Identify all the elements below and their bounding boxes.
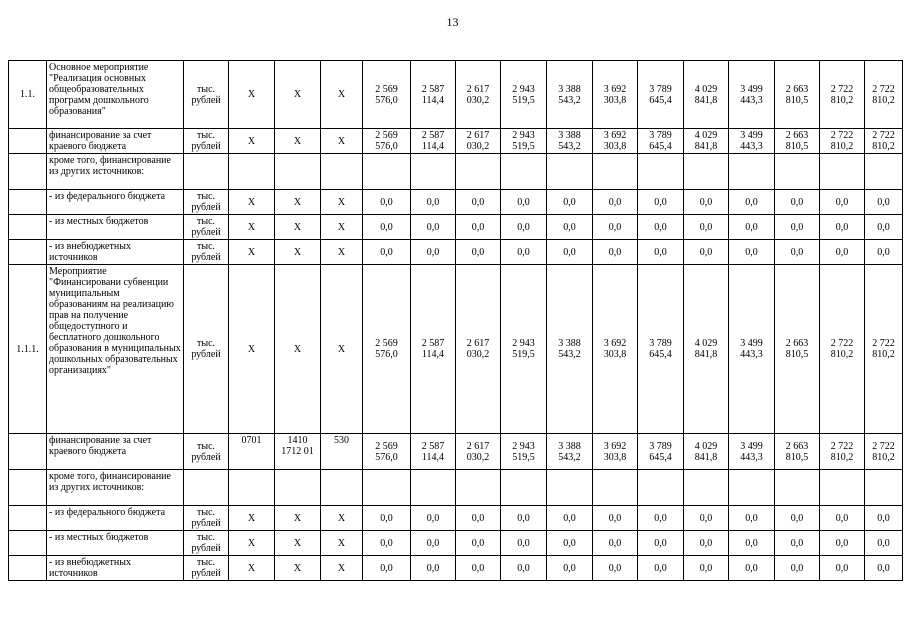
code-type: Х bbox=[321, 190, 363, 215]
value-cell: 0,0 bbox=[411, 240, 456, 265]
unit-cell: тыс. рублей bbox=[184, 190, 229, 215]
row-name: - из внебюджетных источников bbox=[47, 240, 184, 265]
code-type: Х bbox=[321, 556, 363, 581]
value-cell: 0,0 bbox=[411, 531, 456, 556]
unit-cell: тыс. рублей bbox=[184, 531, 229, 556]
value-cell: 0,0 bbox=[456, 531, 501, 556]
code-section: Х bbox=[229, 215, 275, 240]
value-cell: 0,0 bbox=[456, 215, 501, 240]
row-number bbox=[9, 215, 47, 240]
value-cell: 0,0 bbox=[363, 506, 411, 531]
value-cell: 2 663 810,5 bbox=[775, 61, 820, 129]
code-target: 1410 1712 01 bbox=[275, 434, 321, 470]
value-cell bbox=[456, 154, 501, 190]
value-cell bbox=[411, 470, 456, 506]
value-cell: 0,0 bbox=[729, 215, 775, 240]
unit-cell: тыс. рублей bbox=[184, 434, 229, 470]
value-cell: 2 722 810,2 bbox=[865, 61, 903, 129]
value-cell: 0,0 bbox=[729, 506, 775, 531]
value-cell: 0,0 bbox=[547, 531, 593, 556]
value-cell: 0,0 bbox=[729, 190, 775, 215]
value-cell: 0,0 bbox=[456, 506, 501, 531]
code-type: Х bbox=[321, 240, 363, 265]
row-federal-budget bbox=[9, 190, 903, 215]
value-cell: 0,0 bbox=[547, 556, 593, 581]
code-target bbox=[275, 470, 321, 506]
code-section: Х bbox=[229, 190, 275, 215]
value-cell: 3 789 645,4 bbox=[638, 434, 684, 470]
code-target: Х bbox=[275, 61, 321, 129]
value-cell: 2 587 114,4 bbox=[411, 61, 456, 129]
row-number: 1.1. bbox=[9, 61, 47, 129]
unit-cell: тыс. рублей bbox=[184, 265, 229, 434]
value-cell bbox=[411, 154, 456, 190]
code-section: Х bbox=[229, 556, 275, 581]
row-extrabudgetary-2 bbox=[9, 556, 903, 581]
row-federal-budget-2 bbox=[9, 506, 903, 531]
value-cell: 2 943 519,5 bbox=[501, 434, 547, 470]
code-target: Х bbox=[275, 129, 321, 154]
value-cell bbox=[865, 154, 903, 190]
row-number bbox=[9, 556, 47, 581]
value-cell: 2 617 030,2 bbox=[456, 129, 501, 154]
value-cell: 3 388 543,2 bbox=[547, 265, 593, 434]
value-cell bbox=[456, 470, 501, 506]
value-cell: 0,0 bbox=[456, 556, 501, 581]
value-cell: 3 692 303,8 bbox=[593, 265, 638, 434]
value-cell: 0,0 bbox=[411, 556, 456, 581]
value-cell: 2 617 030,2 bbox=[456, 434, 501, 470]
row-number bbox=[9, 154, 47, 190]
value-cell bbox=[775, 470, 820, 506]
value-cell bbox=[501, 154, 547, 190]
value-cell: 0,0 bbox=[411, 215, 456, 240]
row-name: кроме того, финансирование из других источников: bbox=[47, 154, 184, 190]
code-type: Х bbox=[321, 215, 363, 240]
code-type: Х bbox=[321, 129, 363, 154]
row-name: - из федерального бюджета bbox=[47, 506, 184, 531]
value-cell: 0,0 bbox=[593, 190, 638, 215]
value-cell: 0,0 bbox=[638, 215, 684, 240]
value-cell: 2 722 810,2 bbox=[865, 265, 903, 434]
code-section: Х bbox=[229, 129, 275, 154]
code-section: Х bbox=[229, 506, 275, 531]
code-section: Х bbox=[229, 265, 275, 434]
table-body bbox=[9, 61, 903, 581]
code-type bbox=[321, 470, 363, 506]
value-cell: 2 617 030,2 bbox=[456, 61, 501, 129]
value-cell: 0,0 bbox=[865, 556, 903, 581]
value-cell bbox=[363, 470, 411, 506]
value-cell: 0,0 bbox=[593, 240, 638, 265]
value-cell: 0,0 bbox=[547, 215, 593, 240]
row-other-sources bbox=[9, 154, 903, 190]
value-cell: 0,0 bbox=[363, 531, 411, 556]
code-target: Х bbox=[275, 506, 321, 531]
value-cell: 0,0 bbox=[501, 240, 547, 265]
value-cell: 0,0 bbox=[411, 190, 456, 215]
value-cell: 0,0 bbox=[638, 190, 684, 215]
value-cell: 0,0 bbox=[638, 556, 684, 581]
row-local-budgets-2 bbox=[9, 531, 903, 556]
value-cell: 0,0 bbox=[684, 506, 729, 531]
value-cell: 0,0 bbox=[411, 506, 456, 531]
code-type: Х bbox=[321, 531, 363, 556]
value-cell: 2 569 576,0 bbox=[363, 61, 411, 129]
value-cell: 0,0 bbox=[501, 556, 547, 581]
value-cell: 0,0 bbox=[363, 556, 411, 581]
code-target: Х bbox=[275, 556, 321, 581]
value-cell: 0,0 bbox=[865, 240, 903, 265]
row-activity-subvention bbox=[9, 265, 903, 434]
code-target: Х bbox=[275, 190, 321, 215]
budget-table bbox=[8, 60, 903, 581]
value-cell bbox=[638, 154, 684, 190]
value-cell bbox=[684, 470, 729, 506]
value-cell: 0,0 bbox=[363, 190, 411, 215]
value-cell: 4 029 841,8 bbox=[684, 61, 729, 129]
value-cell: 4 029 841,8 bbox=[684, 265, 729, 434]
code-type: Х bbox=[321, 506, 363, 531]
value-cell bbox=[684, 154, 729, 190]
row-name: - из местных бюджетов bbox=[47, 531, 184, 556]
value-cell: 0,0 bbox=[820, 215, 865, 240]
code-section bbox=[229, 154, 275, 190]
value-cell: 0,0 bbox=[638, 240, 684, 265]
value-cell: 0,0 bbox=[593, 531, 638, 556]
value-cell: 2 617 030,2 bbox=[456, 265, 501, 434]
value-cell: 2 943 519,5 bbox=[501, 129, 547, 154]
value-cell: 2 569 576,0 bbox=[363, 129, 411, 154]
value-cell bbox=[593, 470, 638, 506]
value-cell: 0,0 bbox=[501, 190, 547, 215]
code-section: Х bbox=[229, 240, 275, 265]
unit-cell: тыс. рублей bbox=[184, 240, 229, 265]
value-cell: 2 569 576,0 bbox=[363, 434, 411, 470]
value-cell: 0,0 bbox=[501, 215, 547, 240]
row-name: Мероприятие "Финансировани субвенции муниципальным образованиям на реализацию прав на получение общедоступного и бесплатного дошкольного образования в муниципальных дошкольных образовательных организациях" bbox=[47, 265, 184, 434]
row-number bbox=[9, 240, 47, 265]
page-number: 13 bbox=[446, 15, 459, 29]
value-cell: 0,0 bbox=[501, 531, 547, 556]
value-cell: 0,0 bbox=[775, 506, 820, 531]
value-cell: 2 663 810,5 bbox=[775, 129, 820, 154]
value-cell: 0,0 bbox=[684, 531, 729, 556]
code-target: Х bbox=[275, 240, 321, 265]
code-type bbox=[321, 154, 363, 190]
value-cell: 0,0 bbox=[775, 240, 820, 265]
row-local-budgets bbox=[9, 215, 903, 240]
value-cell bbox=[501, 470, 547, 506]
value-cell: 3 499 443,3 bbox=[729, 129, 775, 154]
code-type: Х bbox=[321, 61, 363, 129]
row-number bbox=[9, 506, 47, 531]
value-cell: 0,0 bbox=[684, 240, 729, 265]
row-number bbox=[9, 470, 47, 506]
value-cell: 0,0 bbox=[865, 531, 903, 556]
value-cell: 3 388 543,2 bbox=[547, 434, 593, 470]
value-cell: 0,0 bbox=[684, 556, 729, 581]
value-cell: 2 722 810,2 bbox=[820, 265, 865, 434]
row-name: финансирование за счет краевого бюджета bbox=[47, 434, 184, 470]
value-cell bbox=[820, 154, 865, 190]
code-target: Х bbox=[275, 215, 321, 240]
value-cell bbox=[865, 470, 903, 506]
row-name: кроме того, финансирование из других источников: bbox=[47, 470, 184, 506]
value-cell: 0,0 bbox=[729, 556, 775, 581]
value-cell: 0,0 bbox=[684, 215, 729, 240]
unit-cell bbox=[184, 470, 229, 506]
value-cell: 3 789 645,4 bbox=[638, 265, 684, 434]
row-number bbox=[9, 434, 47, 470]
value-cell: 0,0 bbox=[820, 531, 865, 556]
value-cell: 3 692 303,8 bbox=[593, 434, 638, 470]
unit-cell: тыс. рублей bbox=[184, 61, 229, 129]
code-section: Х bbox=[229, 531, 275, 556]
value-cell: 2 569 576,0 bbox=[363, 265, 411, 434]
code-target bbox=[275, 154, 321, 190]
code-section bbox=[229, 470, 275, 506]
value-cell: 0,0 bbox=[820, 506, 865, 531]
code-target: Х bbox=[275, 265, 321, 434]
value-cell: 2 722 810,2 bbox=[865, 129, 903, 154]
code-section: Х bbox=[229, 61, 275, 129]
row-name: - из федерального бюджета bbox=[47, 190, 184, 215]
value-cell: 3 692 303,8 bbox=[593, 129, 638, 154]
unit-cell bbox=[184, 154, 229, 190]
row-main-activity bbox=[9, 61, 903, 129]
value-cell bbox=[820, 470, 865, 506]
value-cell: 2 722 810,2 bbox=[820, 434, 865, 470]
value-cell: 3 388 543,2 bbox=[547, 129, 593, 154]
row-other-sources-2 bbox=[9, 470, 903, 506]
value-cell: 0,0 bbox=[775, 215, 820, 240]
value-cell: 0,0 bbox=[363, 240, 411, 265]
row-extrabudgetary bbox=[9, 240, 903, 265]
row-name: финансирование за счет краевого бюджета bbox=[47, 129, 184, 154]
row-name: Основное мероприятие "Реализация основных общеобразовательных программ дошкольного образования" bbox=[47, 61, 184, 129]
code-type: 530 bbox=[321, 434, 363, 470]
value-cell: 0,0 bbox=[456, 240, 501, 265]
value-cell: 2 663 810,5 bbox=[775, 265, 820, 434]
value-cell: 3 692 303,8 bbox=[593, 61, 638, 129]
value-cell bbox=[775, 154, 820, 190]
row-number: 1.1.1. bbox=[9, 265, 47, 434]
value-cell: 0,0 bbox=[593, 215, 638, 240]
unit-cell: тыс. рублей bbox=[184, 556, 229, 581]
value-cell bbox=[363, 154, 411, 190]
code-target: Х bbox=[275, 531, 321, 556]
value-cell bbox=[547, 154, 593, 190]
value-cell: 0,0 bbox=[865, 190, 903, 215]
row-regional-budget bbox=[9, 129, 903, 154]
value-cell: 0,0 bbox=[775, 190, 820, 215]
value-cell: 0,0 bbox=[775, 531, 820, 556]
value-cell: 0,0 bbox=[456, 190, 501, 215]
value-cell: 2 722 810,2 bbox=[820, 129, 865, 154]
value-cell: 2 587 114,4 bbox=[411, 434, 456, 470]
unit-cell: тыс. рублей bbox=[184, 129, 229, 154]
value-cell: 0,0 bbox=[865, 215, 903, 240]
value-cell: 0,0 bbox=[638, 506, 684, 531]
value-cell: 0,0 bbox=[547, 190, 593, 215]
value-cell bbox=[547, 470, 593, 506]
value-cell: 0,0 bbox=[547, 506, 593, 531]
value-cell: 0,0 bbox=[593, 506, 638, 531]
value-cell bbox=[729, 154, 775, 190]
row-regional-budget-2 bbox=[9, 434, 903, 470]
value-cell: 3 789 645,4 bbox=[638, 129, 684, 154]
value-cell: 0,0 bbox=[363, 215, 411, 240]
value-cell: 0,0 bbox=[775, 556, 820, 581]
value-cell: 3 499 443,3 bbox=[729, 61, 775, 129]
value-cell: 0,0 bbox=[729, 531, 775, 556]
unit-cell: тыс. рублей bbox=[184, 506, 229, 531]
value-cell: 2 943 519,5 bbox=[501, 265, 547, 434]
row-name: - из местных бюджетов bbox=[47, 215, 184, 240]
row-number bbox=[9, 129, 47, 154]
value-cell: 2 587 114,4 bbox=[411, 129, 456, 154]
value-cell bbox=[638, 470, 684, 506]
value-cell bbox=[729, 470, 775, 506]
value-cell: 2 722 810,2 bbox=[865, 434, 903, 470]
value-cell: 4 029 841,8 bbox=[684, 129, 729, 154]
row-name: - из внебюджетных источников bbox=[47, 556, 184, 581]
value-cell: 0,0 bbox=[865, 506, 903, 531]
value-cell: 2 722 810,2 bbox=[820, 61, 865, 129]
row-number bbox=[9, 531, 47, 556]
value-cell: 3 499 443,3 bbox=[729, 434, 775, 470]
value-cell: 2 587 114,4 bbox=[411, 265, 456, 434]
value-cell: 0,0 bbox=[501, 506, 547, 531]
value-cell: 2 663 810,5 bbox=[775, 434, 820, 470]
value-cell: 0,0 bbox=[638, 531, 684, 556]
value-cell: 0,0 bbox=[593, 556, 638, 581]
value-cell: 0,0 bbox=[729, 240, 775, 265]
value-cell: 0,0 bbox=[547, 240, 593, 265]
value-cell: 3 388 543,2 bbox=[547, 61, 593, 129]
value-cell: 0,0 bbox=[820, 556, 865, 581]
value-cell: 4 029 841,8 bbox=[684, 434, 729, 470]
value-cell: 3 499 443,3 bbox=[729, 265, 775, 434]
value-cell: 0,0 bbox=[684, 190, 729, 215]
value-cell: 2 943 519,5 bbox=[501, 61, 547, 129]
unit-cell: тыс. рублей bbox=[184, 215, 229, 240]
value-cell bbox=[593, 154, 638, 190]
row-number bbox=[9, 190, 47, 215]
value-cell: 0,0 bbox=[820, 240, 865, 265]
code-type: Х bbox=[321, 265, 363, 434]
value-cell: 0,0 bbox=[820, 190, 865, 215]
code-section: 0701 bbox=[229, 434, 275, 470]
value-cell: 3 789 645,4 bbox=[638, 61, 684, 129]
